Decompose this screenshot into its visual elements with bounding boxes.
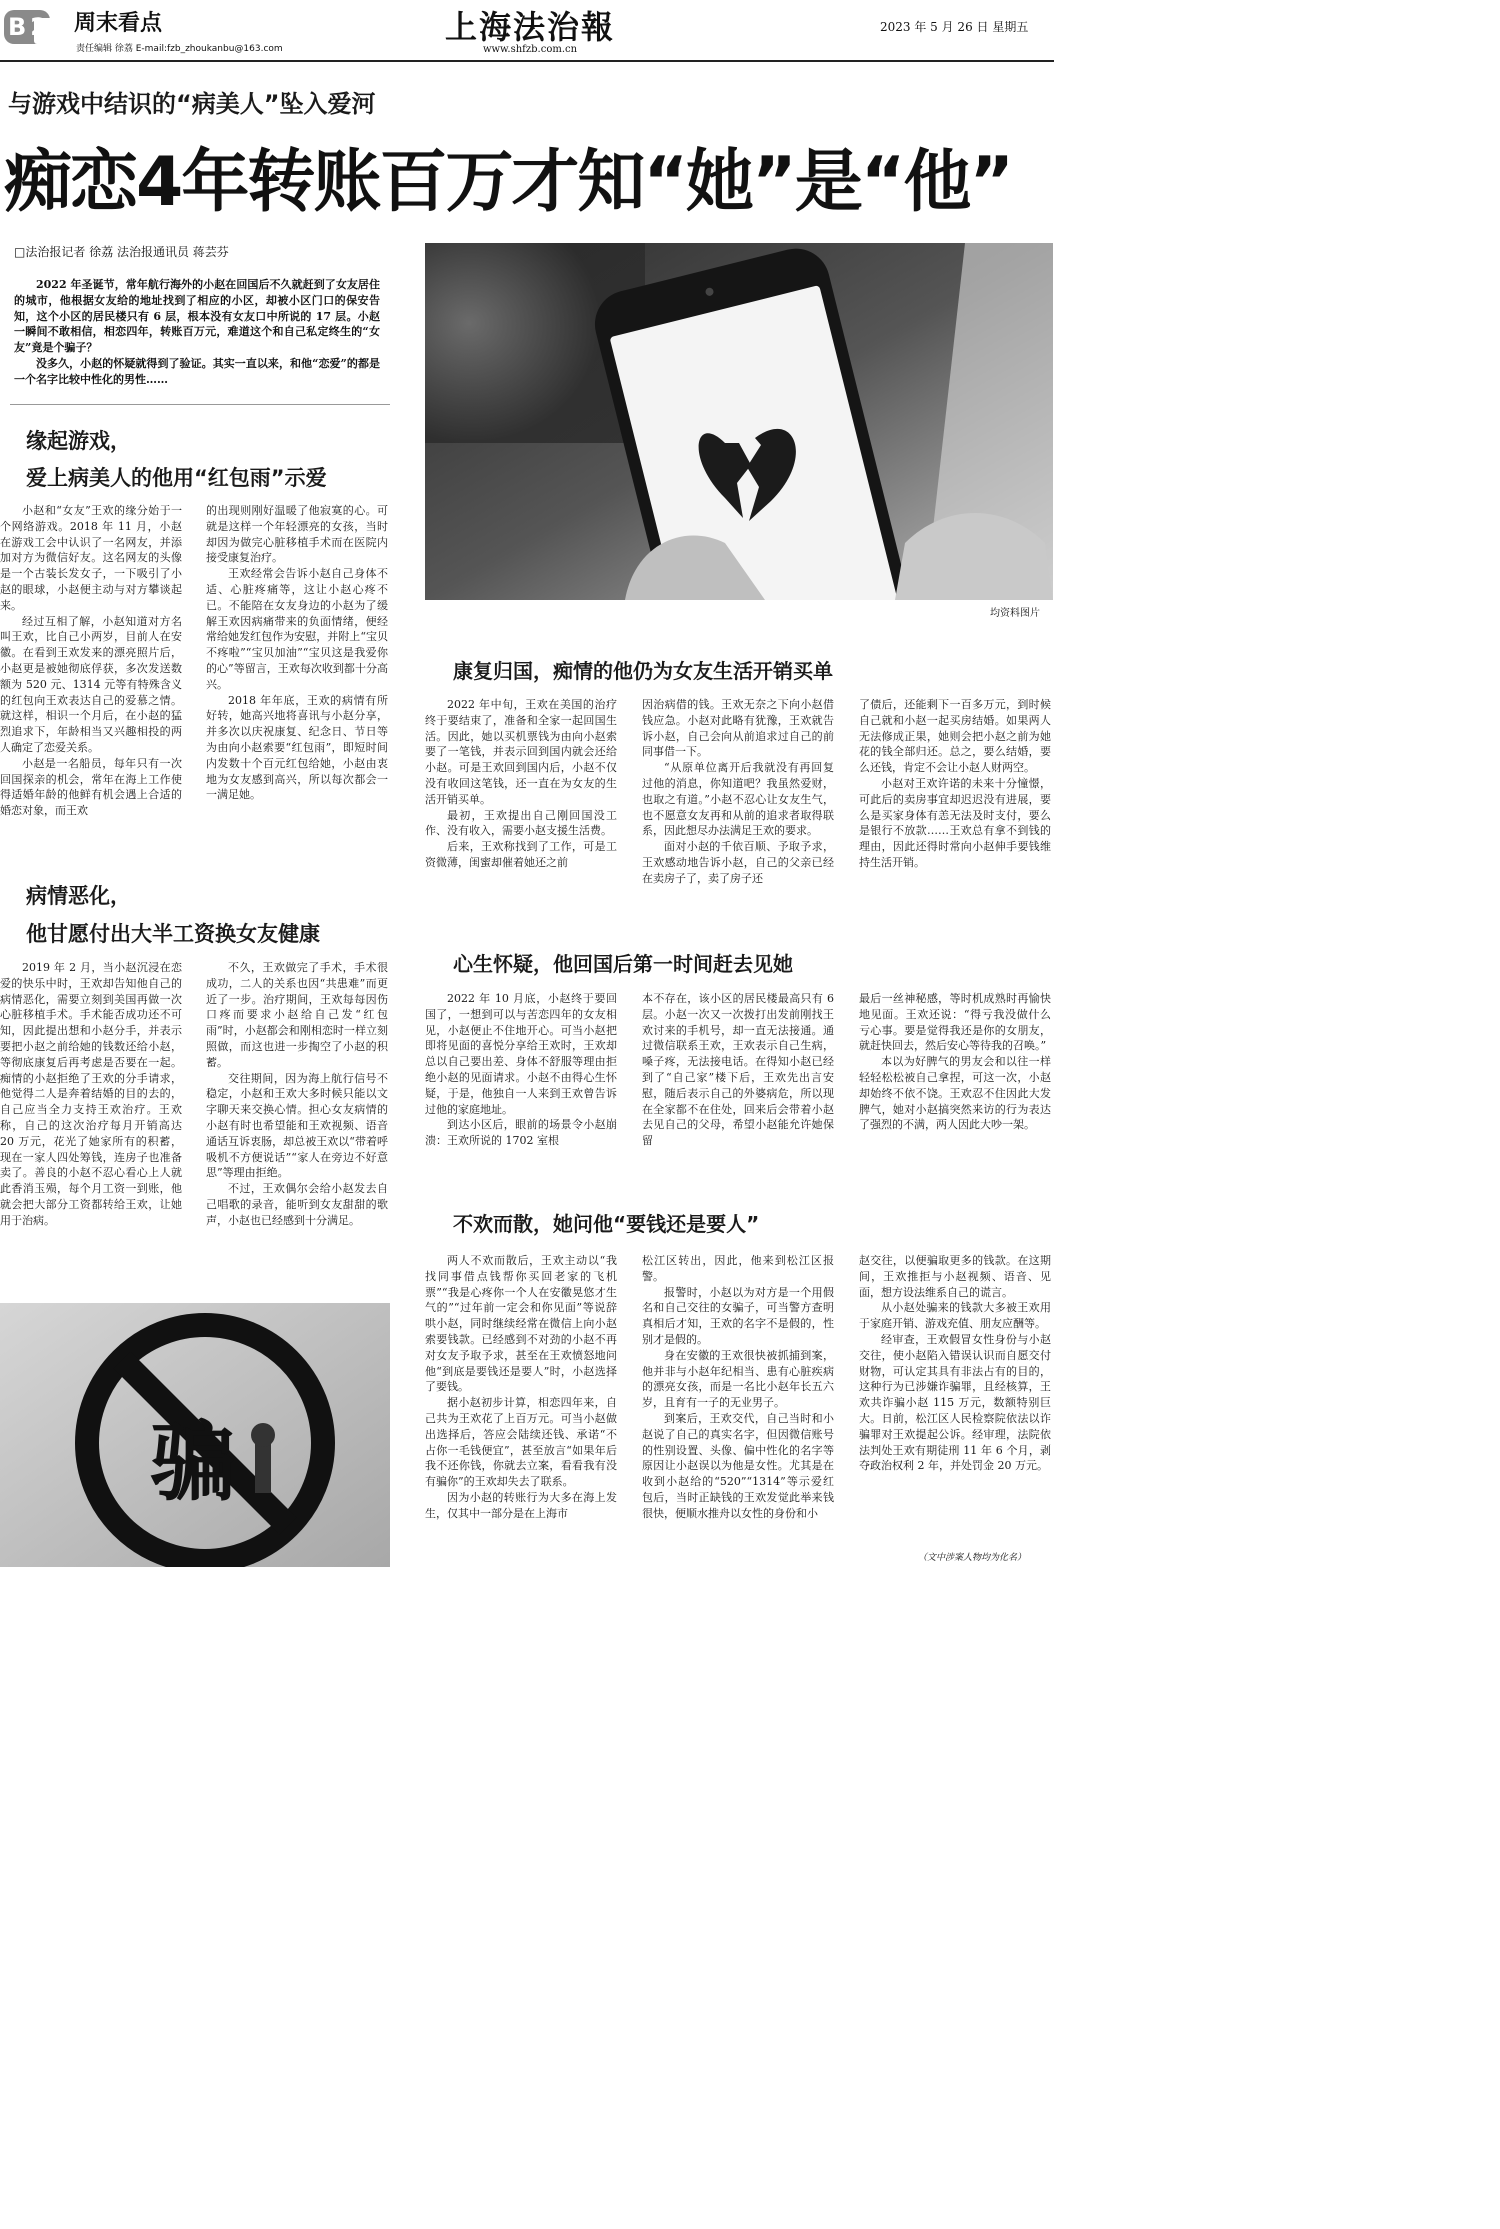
byline: □法治报记者 徐荔 法治报通讯员 蒋芸芬	[14, 245, 229, 259]
paragraph: 2019 年 2 月，当小赵沉浸在恋爱的快乐中时，王欢却告知他自己的病情恶化，需要立刻到美国再做一次心脏移植手术。手术能否成功还不可知，因此提出想和小赵分手，并表示要把小赵之前给她的钱数还给小赵，等彻底康复后再考虑是否要在一起。痴情的小赵拒绝了王欢的分手请求，他觉得二人是奔着结婚的目的去的，自己应当全力支持王欢治疗。王欢称，自己的这次治疗每月开销高达 20 万元，花光了她家所有的积蓄，现在一家人四处筹钱，连房子也准备卖了。善良的小赵不忍心看心上人就此香消玉殒，每个月工资一到账，他就会把大部分工资都转给王欢，让她用于治病。	[0, 961, 182, 1227]
section-name: 周末看点	[74, 11, 163, 36]
section-title: 爱上病美人的他用“红包雨”示爱	[26, 466, 327, 490]
paragraph: 2022 年中旬，王欢在美国的治疗终于要结束了，准备和全家一起回国生活。因此，她以买机票钱为由向小赵索要了一笔钱，并表示回到国内就会还给小赵。可是王欢回到国内后，小赵不仅没有收回这笔钱，还一直在为女友的生活开销买单。	[425, 698, 617, 806]
section-title: 病情恶化，	[26, 884, 131, 908]
article-column	[642, 697, 834, 887]
article-column	[425, 697, 617, 871]
section-title: 他甘愿付出大半工资换女友健康	[26, 922, 320, 946]
paragraph: 小赵是一名船员，每年只有一次回国探亲的机会，常年在海上工作使得适婚年龄的他鲜有机会遇上合适的婚恋对象，而王欢	[0, 756, 182, 818]
paragraph: 本不存在，该小区的居民楼最高只有 6 层。小赵一次又一次拨打出发前刚找王欢讨来的手机号，却一直无法接通。通过微信联系王欢，王欢表示自己生病，嗓子疼，无法接电话。在得知小赵已经到了“自己家”楼下后，王欢先出言安慰，随后表示自己的外婆病危，所以现在全家都不在住处，回来后会带着小赵去见自己的父母，希望小赵能允许她保留	[642, 992, 834, 1148]
paragraph: 松江区转出，因此，他来到松江区报警。	[642, 1254, 834, 1283]
article-column	[642, 1253, 834, 1522]
paragraph: 不过，王欢偶尔会给小赵发去自己唱歌的录音，能听到女友甜甜的歌声，小赵也已经感到十分满足。	[206, 1182, 388, 1227]
paragraph: 的出现则刚好温暖了他寂寞的心。可就是这样一个年轻漂亮的女孩，当时却因为做完心脏移植手术而在医院内接受康复治疗。	[206, 504, 388, 565]
lead-rule	[10, 404, 390, 405]
paragraph: 赵交往，以便骗取更多的钱款。在这期间，王欢推拒与小赵视频、语音、见面，想方设法维系自己的谎言。	[859, 1254, 1051, 1299]
article-column	[0, 503, 182, 819]
headline-main: 痴恋4年转账百万才知“她”是“他”	[4, 143, 1013, 222]
paragraph: 到案后，王欢交代，自己当时和小赵说了自己的真实名字，但因微信账号的性别设置、头像、偏中性化的名字等原因让小赵误以为他是女性。尤其是在收到小赵给的“520”“1314”等示爱红包后，当时正缺钱的王欢发觉此举来钱很快，便顺水推舟以女性的身份和小	[642, 1411, 834, 1520]
lead-paragraph: 没多久，小赵的怀疑就得到了验证。其实一直以来，和他“恋爱”的都是一个名字比较中性化的男性……	[14, 356, 380, 386]
paragraph: 据小赵初步计算，相恋四年来，自己共为王欢花了上百万元。可当小赵做出选择后，答应会陆续还钱、承诺“不占你一毛钱便宜”，甚至放言“如果年后我不还你钱，你就去立案，看看我有没有骗你”的王欢却失去了联系。	[425, 1396, 617, 1489]
paragraph: 王欢经常会告诉小赵自己身体不适、心脏疼痛等，这让小赵心疼不已。不能陪在女友身边的小赵为了缓解王欢因病痛带来的负面情绪，便经常给她发红包作为安慰，并附上“宝贝不疼啦”“宝贝加油”“宝贝这是我爱你的心”等留言，王欢每次收到都十分高兴。	[206, 567, 388, 691]
paragraph: 报警时，小赵以为对方是一个用假名和自己交往的女骗子，可当警方查明真相后才知，王欢的名字不是假的，性别才是假的。	[642, 1285, 834, 1346]
paragraph: 交往期间，因为海上航行信号不稳定，小赵和王欢大多时候只能以文字聊天来交换心情。担心女友病情的小赵有时也希望能和王欢视频、语音通话互诉衷肠，却总被王欢以“带着呼吸机不方便说话”“家人在旁边不好意思”等理由拒绝。	[206, 1071, 388, 1180]
section-title: 康复归国，痴情的他仍为女友生活开销买单	[453, 659, 833, 683]
paragraph: 小赵对王欢许诺的未来十分憧憬，可此后的卖房事宜却迟迟没有进展，要么是买家身体有恙无法及时支付，要么是银行不放款……王欢总有拿不到钱的理由，因此还得时常向小赵伸手要钱维持生活开销。	[859, 776, 1051, 869]
article-column	[206, 503, 388, 803]
photo-credit: 均资料图片	[990, 608, 1040, 619]
paragraph: “从原单位离开后我就没有再回复过他的消息，你知道吧？我虽然爱财，也取之有道。”小赵不忍心让女友生气，也不愿意女友再和从前的追求者取得联系，因此想尽办法满足王欢的要求。	[642, 761, 834, 838]
page-badge-label: B2	[8, 13, 51, 41]
editor-line: 责任编辑 徐荔 E-mail:fzb_zhoukanbu@163.com	[76, 44, 283, 54]
paragraph: 不久，王欢做完了手术，手术很成功，二人的关系也因“共患难”而更近了一步。治疗期间，王欢每每因伤口疼而要求小赵给自己发“红包雨”时，小赵都会和刚相恋时一样立刻照做，而这也进一步掏空了小赵的积蓄。	[206, 961, 388, 1069]
article-column	[859, 991, 1051, 1133]
fraud-prohibition-photo	[0, 1303, 390, 1567]
section-title: 不欢而散，她问他“要钱还是要人”	[453, 1212, 760, 1236]
paragraph: 两人不欢而散后，王欢主动以“我找同事借点钱帮你买回老家的飞机票”“我是心疼你一个人在安徽晃悠才生气的”“过年前一定会和你见面”等说辞哄小赵，同时继续经常在微信上向小赵索要钱款。已经感到不对劲的小赵不再对女友予取予求，甚至在王欢愤怒地问他“到底是要钱还是要人”时，小赵选择了要钱。	[425, 1254, 617, 1394]
website: www.shfzb.com.cn	[482, 44, 578, 55]
paragraph: 经过互相了解，小赵知道对方名叫王欢，比自己小两岁，目前人在安徽。在看到王欢发来的漂亮照片后，小赵更是被她彻底俘获，多次发送数额为 520 元、1314 元等有特殊含义的红包向王欢表达自己的爱慕之情。就这样，相识一个月后，在小赵的猛烈追求下，年龄相当又兴趣相投的两人确定了恋爱关系。	[0, 614, 182, 754]
article-column	[642, 991, 834, 1149]
paragraph: 2022 年 10 月底，小赵终于要回国了，一想到可以与苦恋四年的女友相见，小赵便止不住地开心。可当小赵把即将见面的喜悦分享给王欢时，王欢却总以自己要出差、身体不舒服等理由拒绝小赵的见面请求。小赵不由得心生怀疑，于是，他独自一人来到王欢曾告诉过他的家庭地址。	[425, 992, 617, 1116]
issue-date: 2023 年 5 月 26 日 星期五	[880, 20, 1029, 34]
paragraph: 因为小赵的转账行为大多在海上发生，仅其中一部分是在上海市	[425, 1490, 617, 1520]
article-column	[206, 960, 388, 1229]
paragraph: 小赵和“女友”王欢的缘分始于一个网络游戏。2018 年 11 月，小赵在游戏工会中认识了一名网友，并添加对方为微信好友。这名网友的头像是一个古装长发女子，一下吸引了小赵的眼球，小赵便主动与对方攀谈起来。	[0, 504, 182, 612]
paragraph: 到达小区后，眼前的场景令小赵崩溃：王欢所说的 1702 室根	[425, 1118, 617, 1148]
paragraph: 面对小赵的千依百顺、予取予求，王欢感动地告诉小赵，自己的父亲已经在卖房子了，卖了房子还	[642, 840, 834, 885]
paragraph: 本以为好脾气的男友会和以往一样轻轻松松被自己拿捏，可这一次，小赵却始终不依不饶。王欢忍不住因此大发脾气，她对小赵搞突然来访的行为表达了强烈的不满，两人因此大吵一架。	[859, 1055, 1051, 1132]
paper-name: 上海法治報	[444, 8, 615, 46]
masthead-rule	[0, 60, 1054, 62]
article-column	[859, 1253, 1051, 1474]
paragraph: 最后一丝神秘感，等时机成熟时再愉快地见面。王欢还说：“得亏我没做什么亏心事。要是觉得我还是你的女朋友，就赶快回去，然后安心等待我的召唤。”	[859, 992, 1051, 1053]
article-column	[425, 1253, 617, 1522]
article-column	[0, 960, 182, 1229]
section-title: 心生怀疑，他回国后第一时间赶去见她	[453, 952, 793, 976]
headline-kicker: 与游戏中结识的“病美人”坠入爱河	[8, 90, 376, 118]
article-column	[859, 697, 1051, 871]
paragraph: 后来，王欢称找到了工作，可是工资微薄，闺蜜却催着她还之前	[425, 840, 617, 869]
paragraph: 从小赵处骗来的钱款大多被王欢用于家庭开销、游戏充值、朋友应酬等。	[859, 1301, 1051, 1331]
paragraph: 经审查，王欢假冒女性身份与小赵交往，使小赵陷入错误认识而自愿交付财物，可认定其具有非法占有的目的，这种行为已涉嫌诈骗罪，且经核算，王欢共诈骗小赵 115 万元，数额特别巨大。日前，松江区人民检察院依法以诈骗罪对王欢提起公诉。经审理，法院依法判处王欢有期徒刑 11 年 6 个月，剥夺政治权利 2 年，并处罚金 20 万元。	[859, 1332, 1051, 1473]
lead-paragraph: 2022 年圣诞节，常年航行海外的小赵在回国后不久就赶到了女友居住的城市，他根据女友给的地址找到了相应的小区，却被小区门口的保安告知，这个小区的居民楼只有 6 层，根本没有女友口中所说的 17 层。小赵一瞬间不敢相信，相恋四年，转账百万元，难道这个和自己私定终生的“女友”竟是个骗子？	[14, 278, 380, 355]
paragraph: 了债后，还能剩下一百多万元，到时候自己就和小赵一起买房结婚。如果两人无法修成正果，她则会把小赵之前为她花的钱全部归还。总之，要么结婚，要么还钱，肯定不会让小赵人财两空。	[859, 698, 1051, 775]
phone-broken-heart-photo	[425, 243, 1053, 600]
footnote: （文中涉案人物均为化名）	[918, 1553, 1027, 1563]
paragraph: 因治病借的钱。王欢无奈之下向小赵借钱应急。小赵对此略有犹豫，王欢就告诉小赵，自己会向从前追求过自己的前同事借一下。	[642, 698, 834, 759]
paragraph: 2018 年年底，王欢的病情有所好转，她高兴地将喜讯与小赵分享，并多次以庆祝康复、纪念日、节日等为由向小赵索要“红包雨”，即短时间内发数十个百元红包给她，小赵由衷地为女友感到高兴，所以每次都会一一满足她。	[206, 693, 388, 802]
page-badge	[4, 10, 64, 44]
paragraph: 最初，王欢提出自己刚回国没工作、没有收入，需要小赵支援生活费。	[425, 808, 617, 838]
lead-paragraphs	[14, 277, 380, 388]
article-column	[425, 991, 617, 1149]
section-title: 缘起游戏，	[26, 429, 131, 453]
paragraph: 身在安徽的王欢很快被抓捕到案，他并非与小赵年纪相当、患有心脏疾病的漂亮女孩，而是一名比小赵年长五六岁，且育有一子的无业男子。	[642, 1348, 834, 1410]
fraud-glyph: 骗	[150, 1413, 236, 1513]
